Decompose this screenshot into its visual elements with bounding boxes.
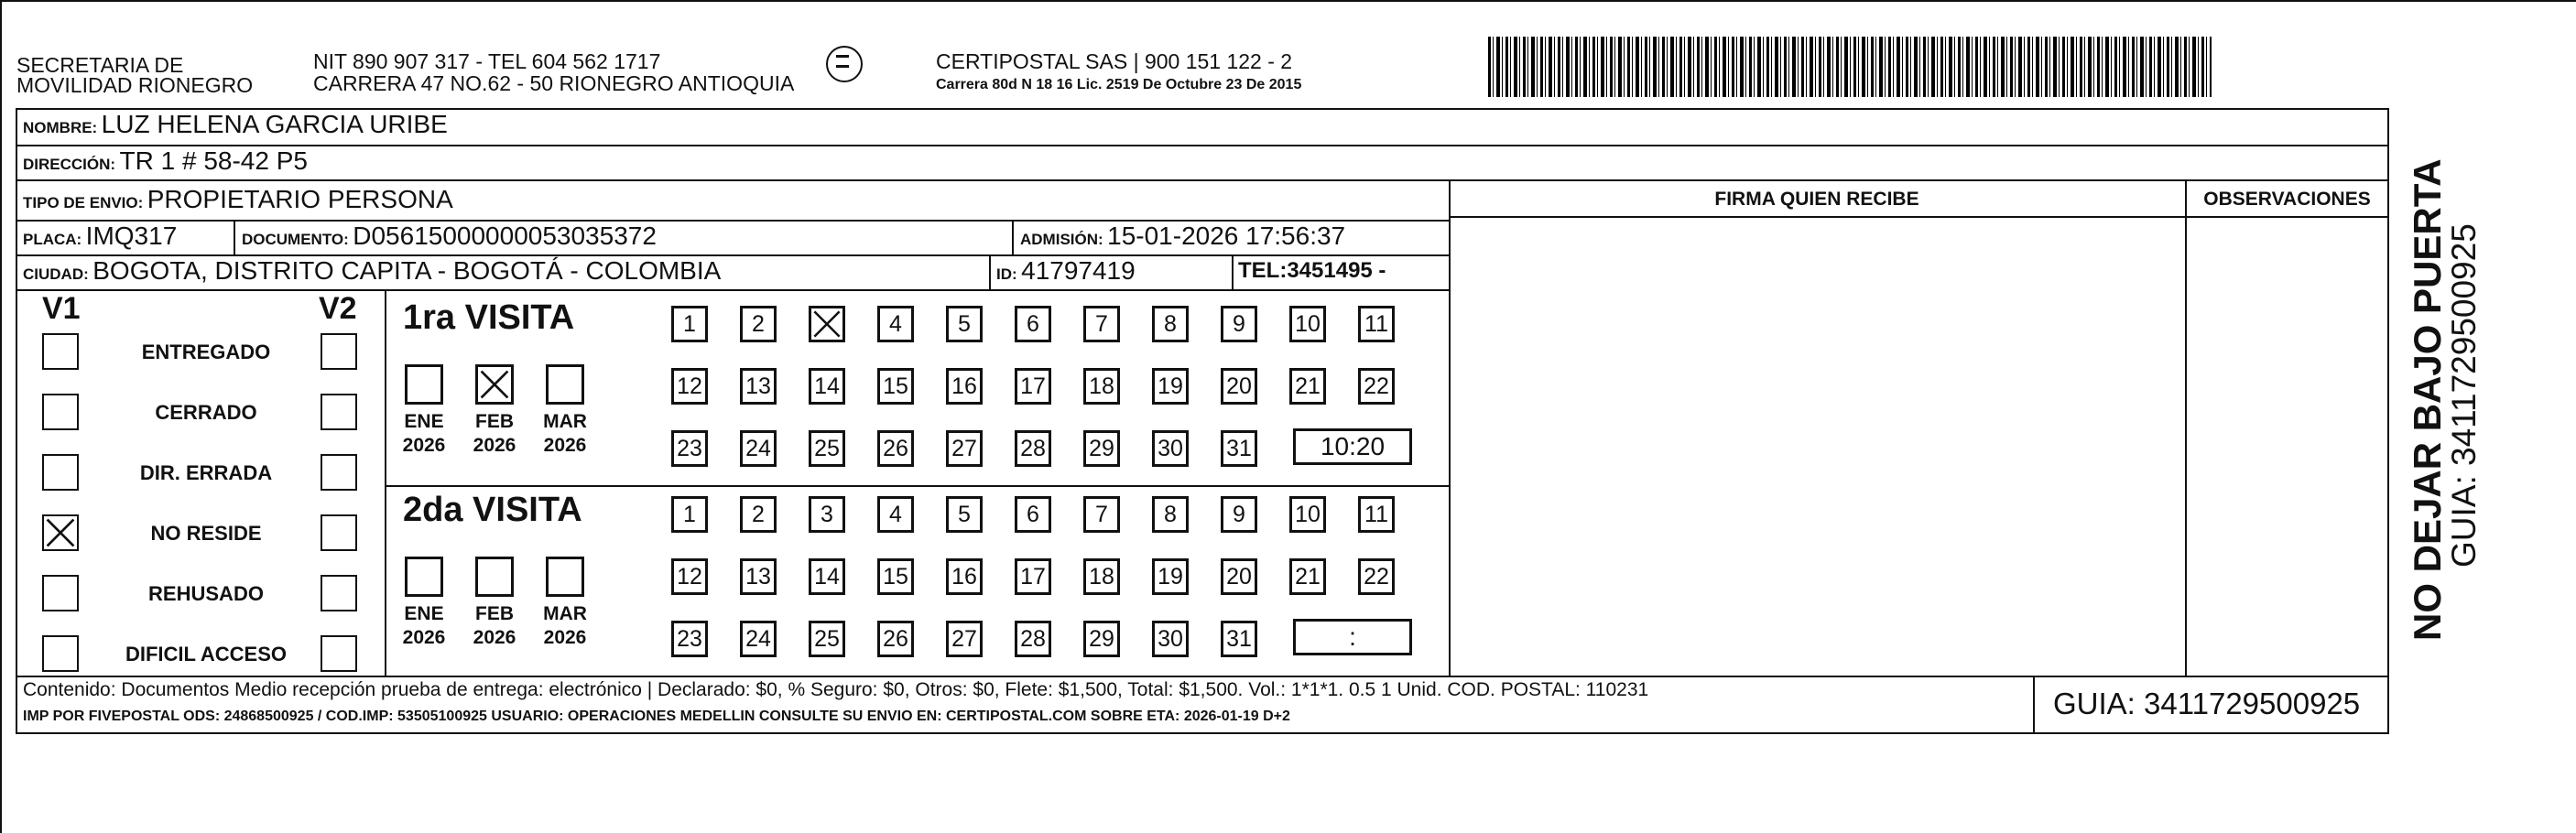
divider [1449, 179, 1451, 676]
visit1-year-label: 2026 [402, 435, 446, 456]
v1-header: V1 [42, 291, 81, 326]
visit2-month-checkbox[interactable] [405, 557, 443, 597]
tipo-envio-label: TIPO DE ENVIO: [23, 194, 144, 211]
status-label: REHUSADO [148, 582, 264, 605]
sender-name-line1: SECRETARIA DE [16, 53, 184, 77]
visit1-month-checkbox[interactable] [475, 364, 514, 405]
visit2-day-4[interactable]: 4 [877, 496, 914, 533]
status-label: DIFICIL ACCESO [125, 643, 287, 665]
divider [1232, 254, 1234, 289]
divider [16, 289, 1449, 291]
status-label: CERRADO [155, 401, 257, 424]
visit1-day-31[interactable]: 31 [1221, 430, 1257, 467]
placa-field [23, 222, 177, 251]
status-label: NO RESIDE [150, 522, 262, 545]
admision-label: ADMISIÓN: [1020, 231, 1103, 248]
imp-line: IMP POR FIVEPOSTAL ODS: 24868500925 / COD.IMP: 53505100925 USUARIO: OPERACIONES MEDELLIN CONSULTE SU ENVIO EN: CERTIPOSTAL.COM SOBRE ETA: 2026-01-19 D+2 [23, 709, 1290, 724]
placa-value: IMQ317 [85, 222, 178, 250]
visit2-day-20[interactable]: 20 [1221, 558, 1257, 595]
direccion-label: DIRECCIÓN: [23, 156, 116, 173]
v1-checkbox[interactable] [42, 575, 79, 611]
visit2-day-29[interactable]: 29 [1083, 621, 1120, 657]
visit2-year-label: 2026 [402, 627, 446, 648]
visit1-month-label: MAR [543, 411, 587, 432]
observaciones-header: OBSERVACIONES [2203, 189, 2371, 210]
v1-checkbox[interactable] [42, 454, 79, 491]
id-value: 41797419 [1021, 256, 1136, 285]
visit1-month-label: FEB [475, 411, 514, 432]
side-guia: GUIA: 3411729500925 [2445, 223, 2483, 568]
sender-address: CARRERA 47 NO.62 - 50 RIONEGRO ANTIOQUIA [313, 71, 795, 95]
logo-mark-icon [836, 55, 849, 68]
visit2-day-7[interactable]: 7 [1083, 496, 1120, 533]
nombre-value: LUZ HELENA GARCIA URIBE [101, 110, 448, 138]
visit2-day-24[interactable]: 24 [740, 621, 777, 657]
status-label: DIR. ERRADA [139, 461, 273, 484]
visit2-day-22[interactable]: 22 [1358, 558, 1395, 595]
visit2-day-2[interactable]: 2 [740, 496, 777, 533]
visit2-year-label: 2026 [473, 627, 516, 648]
documento-value: D05615000000053035372 [353, 222, 657, 250]
visit2-day-28[interactable]: 28 [1015, 621, 1051, 657]
admision-field [1020, 222, 1345, 251]
visit2-day-15[interactable]: 15 [877, 558, 914, 595]
visit1-day-3[interactable] [809, 306, 845, 342]
v2-header: V2 [319, 291, 357, 326]
ciudad-field [23, 256, 721, 286]
v2-checkbox[interactable] [321, 333, 357, 370]
visit2-day-17[interactable]: 17 [1015, 558, 1051, 595]
status-label: ENTREGADO [141, 341, 271, 363]
visit2-day-8[interactable]: 8 [1152, 496, 1189, 533]
visit2-time[interactable]: : [1293, 619, 1412, 655]
page-edge [0, 0, 2, 833]
documento-label: DOCUMENTO: [242, 231, 349, 248]
visit1-time[interactable]: 10:20 [1293, 428, 1412, 465]
barcode [1488, 37, 2212, 97]
visit1-day-13[interactable]: 13 [740, 368, 777, 405]
visit2-day-14[interactable]: 14 [809, 558, 845, 595]
visit1-day-9[interactable]: 9 [1221, 306, 1257, 342]
visit2-day-18[interactable]: 18 [1083, 558, 1120, 595]
direccion-value: TR 1 # 58-42 P5 [119, 146, 308, 175]
v2-checkbox[interactable] [321, 454, 357, 491]
visit2-year-label: 2026 [543, 627, 587, 648]
visit2-day-25[interactable]: 25 [809, 621, 845, 657]
firma-header: FIRMA QUIEN RECIBE [1714, 189, 1919, 210]
visit2-month-label: MAR [543, 603, 587, 624]
ciudad-value: BOGOTA, DISTRITO CAPITA - BOGOTÁ - COLOMBIA [92, 256, 722, 285]
visit1-day-4[interactable]: 4 [877, 306, 914, 342]
visit2-day-6[interactable]: 6 [1015, 496, 1051, 533]
visit2-day-30[interactable]: 30 [1152, 621, 1189, 657]
tipo-envio-row [23, 185, 453, 214]
v1-checkbox[interactable] [42, 635, 79, 672]
visit1-day-7[interactable]: 7 [1083, 306, 1120, 342]
divider [1449, 216, 2389, 218]
visit1-day-30[interactable]: 30 [1152, 430, 1189, 467]
visit1-year-label: 2026 [543, 435, 587, 456]
visit2-day-13[interactable]: 13 [740, 558, 777, 595]
divider [2033, 676, 2035, 734]
visit2-day-10[interactable]: 10 [1289, 496, 1326, 533]
visit2-day-26[interactable]: 26 [877, 621, 914, 657]
visit1-day-11[interactable]: 11 [1358, 306, 1395, 342]
visit1-day-24[interactable]: 24 [740, 430, 777, 467]
divider [989, 254, 991, 289]
visit1-day-28[interactable]: 28 [1015, 430, 1051, 467]
visit2-day-3[interactable]: 3 [809, 496, 845, 533]
nombre-row [23, 110, 448, 139]
placa-label: PLACA: [23, 231, 82, 248]
visit1-day-23[interactable]: 23 [671, 430, 708, 467]
visit1-day-10[interactable]: 10 [1289, 306, 1326, 342]
tipo-envio-value: PROPIETARIO PERSONA [147, 185, 453, 213]
visit1-day-20[interactable]: 20 [1221, 368, 1257, 405]
visit1-day-21[interactable]: 21 [1289, 368, 1326, 405]
visit1-day-2[interactable]: 2 [740, 306, 777, 342]
v1-checkbox[interactable] [42, 514, 79, 551]
visit2-day-27[interactable]: 27 [946, 621, 983, 657]
v1-checkbox[interactable] [42, 333, 79, 370]
visit1-day-15[interactable]: 15 [877, 368, 914, 405]
visit2-day-5[interactable]: 5 [946, 496, 983, 533]
visit1-day-16[interactable]: 16 [946, 368, 983, 405]
visit1-day-19[interactable]: 19 [1152, 368, 1189, 405]
divider [16, 145, 2389, 146]
divider [385, 485, 1449, 487]
divider [2185, 179, 2187, 676]
visit2-day-11[interactable]: 11 [1358, 496, 1395, 533]
visit1-month-checkbox[interactable] [405, 364, 443, 405]
divider [16, 179, 2389, 181]
v2-checkbox[interactable] [321, 394, 357, 430]
divider [234, 220, 235, 254]
visit1-day-12[interactable]: 12 [671, 368, 708, 405]
sender-nit: NIT 890 907 317 - TEL 604 562 1717 [313, 49, 661, 73]
v2-checkbox[interactable] [321, 514, 357, 551]
visit1-title: 1ra VISITA [403, 298, 575, 337]
v2-checkbox[interactable] [321, 575, 357, 611]
visit1-day-18[interactable]: 18 [1083, 368, 1120, 405]
v1-checkbox[interactable] [42, 394, 79, 430]
visit2-month-checkbox[interactable] [475, 557, 514, 597]
visit1-day-17[interactable]: 17 [1015, 368, 1051, 405]
visit2-title: 2da VISITA [403, 491, 582, 529]
visit2-day-16[interactable]: 16 [946, 558, 983, 595]
no-dejar-bajo-puerta: NO DEJAR BAJO PUERTA [2406, 158, 2449, 641]
visit1-day-22[interactable]: 22 [1358, 368, 1395, 405]
v2-checkbox[interactable] [321, 635, 357, 672]
carrier-name: CERTIPOSTAL SAS | 900 151 122 - 2 [936, 49, 1293, 73]
visit1-day-5[interactable]: 5 [946, 306, 983, 342]
divider [385, 289, 386, 676]
visit1-month-checkbox[interactable] [546, 364, 584, 405]
id-field [996, 256, 1136, 286]
visit2-day-9[interactable]: 9 [1221, 496, 1257, 533]
visit2-day-12[interactable]: 12 [671, 558, 708, 595]
contenido-line: Contenido: Documentos Medio recepción prueba de entrega: electrónico | Declarado: $0, % Seguro: $0, Otros: $0, Flete: $1,500, Total: $1,500. Vol.: 1*1*1. 0.5 1 Unid. COD. POSTAL: 110231 [23, 679, 1649, 700]
tel-value: 3451495 - [1287, 258, 1386, 283]
nombre-label: NOMBRE: [23, 119, 98, 136]
visit2-day-31[interactable]: 31 [1221, 621, 1257, 657]
visit2-day-21[interactable]: 21 [1289, 558, 1326, 595]
visit1-day-27[interactable]: 27 [946, 430, 983, 467]
visit2-month-label: FEB [475, 603, 514, 624]
admision-value: 15-01-2026 17:56:37 [1107, 222, 1346, 250]
visit1-day-29[interactable]: 29 [1083, 430, 1120, 467]
visit1-day-6[interactable]: 6 [1015, 306, 1051, 342]
visit1-day-14[interactable]: 14 [809, 368, 845, 405]
tel-field [1238, 258, 1386, 284]
visit2-month-label: ENE [404, 603, 444, 624]
tel-label: TEL: [1238, 258, 1288, 283]
visit2-day-23[interactable]: 23 [671, 621, 708, 657]
visit1-day-25[interactable]: 25 [809, 430, 845, 467]
visit1-year-label: 2026 [473, 435, 516, 456]
visit1-day-1[interactable]: 1 [671, 306, 708, 342]
sender-name-line2: MOVILIDAD RIONEGRO [16, 73, 254, 97]
carrier-license: Carrera 80d N 18 16 Lic. 2519 De Octubre 23 De 2015 [936, 77, 1302, 92]
guia-number: GUIA: 3411729500925 [2053, 687, 2361, 720]
visit2-day-19[interactable]: 19 [1152, 558, 1189, 595]
visit1-month-label: ENE [404, 411, 444, 432]
documento-field [242, 222, 657, 251]
id-label: ID: [996, 265, 1017, 283]
visit2-day-1[interactable]: 1 [671, 496, 708, 533]
visit2-month-checkbox[interactable] [546, 557, 584, 597]
page-edge [0, 0, 2576, 2]
direccion-row [23, 146, 308, 176]
divider [1012, 220, 1014, 254]
ciudad-label: CIUDAD: [23, 265, 89, 283]
visit1-day-8[interactable]: 8 [1152, 306, 1189, 342]
visit1-day-26[interactable]: 26 [877, 430, 914, 467]
